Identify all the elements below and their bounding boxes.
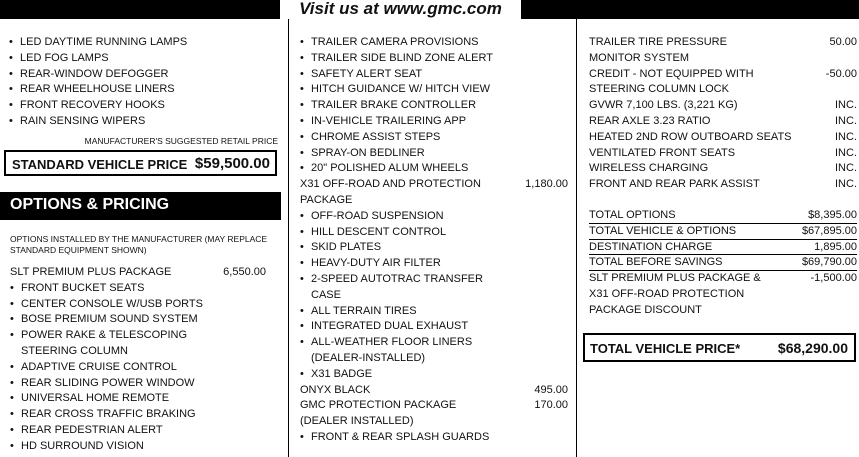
- column-options-continued: [289, 19, 577, 457]
- list-item: • HD SURROUND VISION: [10, 439, 144, 452]
- list-item: • FRONT RECOVERY HOOKS: [9, 99, 165, 112]
- gmc-protection-row: GMC PROTECTION PACKAGE 170.00: [300, 398, 568, 414]
- options-pricing-heading: OPTIONS & PRICING: [10, 196, 170, 213]
- discount-row: X31 OFF-ROAD PROTECTION: [589, 287, 745, 300]
- option-row: REAR AXLE 3.23 RATIO INC.: [589, 114, 857, 127]
- list-item: • HITCH GUIDANCE W/ HITCH VIEW: [300, 83, 491, 96]
- list-item: • SPRAY-ON BEDLINER: [300, 146, 425, 159]
- slt-package-list: [10, 265, 266, 455]
- list-item: • FRONT BUCKET SEATS: [10, 281, 145, 294]
- list-item: • BOSE PREMIUM SOUND SYSTEM: [10, 313, 198, 326]
- list-item: • TRAILER CAMERA PROVISIONS: [300, 36, 479, 48]
- list-item: • SAFETY ALERT SEAT: [300, 67, 423, 80]
- list-item: • X31 BADGE: [300, 367, 373, 380]
- list-item: • HILL DESCENT CONTROL: [300, 225, 447, 238]
- list-item: • HEAVY-DUTY AIR FILTER: [300, 257, 441, 270]
- msrp-note: MANUFACTURER'S SUGGESTED RETAIL PRICE: [84, 136, 278, 146]
- total-row: TOTAL OPTIONS $8,395.00: [589, 208, 857, 224]
- list-item: • REAR SLIDING POWER WINDOW: [10, 376, 195, 389]
- list-item: • IN-VEHICLE TRAILERING APP: [300, 114, 467, 127]
- total-row: TOTAL BEFORE SAVINGS $69,790.00: [589, 255, 857, 271]
- list-item: • LED FOG LAMPS: [9, 51, 109, 64]
- option-row: HEATED 2ND ROW OUTBOARD SEATS INC.: [589, 130, 857, 143]
- banner-bar-left: [0, 0, 280, 19]
- list-item: • RAIN SENSING WIPERS: [9, 114, 146, 127]
- list-item: • INTEGRATED DUAL EXHAUST: [300, 320, 469, 333]
- list-item-continuation: (DEALER-INSTALLED): [311, 351, 426, 364]
- banner-website-text: Visit us at www.gmc.com: [299, 0, 502, 18]
- top-banner: [0, 0, 859, 19]
- list-item: • REAR CROSS TRAFFIC BRAKING: [10, 408, 196, 421]
- list-item: • ALL-WEATHER FLOOR LINERS: [300, 336, 473, 349]
- x31-price: 1,180.00: [525, 178, 568, 191]
- list-item: • CENTER CONSOLE W/USB PORTS: [10, 297, 203, 310]
- options-pricing-heading-bar: [0, 192, 281, 220]
- column-totals: [577, 19, 859, 457]
- onyx-black-row: ONYX BLACK 495.00: [300, 383, 568, 399]
- total-vehicle-price-value: $68,290.00: [777, 340, 848, 356]
- option-row: VENTILATED FRONT SEATS INC.: [589, 146, 857, 159]
- list-item: • ALL TERRAIN TIRES: [300, 304, 417, 317]
- option-row: GVWR 7,100 LBS. (3,221 KG) INC.: [589, 99, 857, 112]
- option-row: MONITOR SYSTEM: [589, 51, 690, 64]
- x31-package-row: X31 OFF-ROAD AND PROTECTION 1,180.00: [300, 177, 568, 193]
- standard-price-value: $59,500.00: [194, 155, 270, 172]
- list-item: • TRAILER BRAKE CONTROLLER: [300, 99, 477, 112]
- option-row: CREDIT - NOT EQUIPPED WITH -50.00: [589, 67, 857, 80]
- x31-package-row-cont: PACKAGE: [300, 193, 353, 206]
- options-continued-list: [589, 35, 857, 193]
- list-item: • ADAPTIVE CRUISE CONTROL: [10, 360, 177, 373]
- list-item: • REAR-WINDOW DEFOGGER: [9, 67, 169, 80]
- standard-price-label: STANDARD VEHICLE PRICE: [12, 157, 188, 172]
- gmc-protection-row-cont: (DEALER INSTALLED): [300, 415, 414, 428]
- list-item: • FRONT & REAR SPLASH GUARDS: [300, 430, 490, 443]
- list-item: • LED DAYTIME RUNNING LAMPS: [9, 36, 188, 48]
- package-price: 6,550.00: [223, 266, 266, 278]
- gmc-protection-price: 170.00: [534, 399, 568, 412]
- option-row: STEERING COLUMN LOCK: [589, 83, 729, 96]
- options-list: [300, 35, 568, 446]
- total-row: DESTINATION CHARGE 1,895.00: [589, 240, 857, 256]
- standard-equipment-list: [9, 35, 279, 130]
- list-item: • REAR WHEELHOUSE LINERS: [9, 83, 175, 96]
- list-item-continuation: CASE: [311, 288, 341, 301]
- list-item: • REAR PEDESTRIAN ALERT: [10, 423, 163, 436]
- column-standard-and-options: [0, 19, 289, 457]
- options-note-line: STANDARD EQUIPMENT SHOWN): [10, 245, 147, 255]
- total-row: TOTAL VEHICLE & OPTIONS $67,895.00: [589, 224, 857, 240]
- list-item: • TRAILER SIDE BLIND ZONE ALERT: [300, 51, 493, 64]
- options-note: [10, 234, 267, 256]
- list-item: • OFF-ROAD SUSPENSION: [300, 209, 444, 222]
- option-row: WIRELESS CHARGING INC.: [589, 162, 857, 175]
- options-note-line: OPTIONS INSTALLED BY THE MANUFACTURER (MAY REPLACE: [10, 234, 268, 244]
- total-vehicle-price-label: TOTAL VEHICLE PRICE*: [590, 341, 741, 356]
- list-item: • 20" POLISHED ALUM WHEELS: [300, 162, 469, 175]
- standard-vehicle-price-box: [4, 150, 277, 176]
- totals-list: [589, 208, 857, 319]
- option-row: TRAILER TIRE PRESSURE 50.00: [589, 36, 857, 48]
- list-item: • POWER RAKE & TELESCOPING: [10, 329, 188, 342]
- onyx-price: 495.00: [534, 383, 568, 396]
- list-item-continuation: STEERING COLUMN: [21, 344, 128, 357]
- list-item: • CHROME ASSIST STEPS: [300, 130, 441, 143]
- list-item: • UNIVERSAL HOME REMOTE: [10, 392, 170, 405]
- banner-bar-right: [521, 0, 859, 19]
- list-item: • 2-SPEED AUTOTRAC TRANSFER: [300, 272, 483, 285]
- discount-row: PACKAGE DISCOUNT: [589, 303, 702, 316]
- package-row: SLT PREMIUM PLUS PACKAGE 6,550.00: [10, 265, 266, 281]
- discount-row: SLT PREMIUM PLUS PACKAGE & -1,500.00: [589, 272, 857, 285]
- total-vehicle-price-box: [583, 333, 856, 362]
- list-item: • SKID PLATES: [300, 241, 382, 254]
- option-row: FRONT AND REAR PARK ASSIST INC.: [589, 178, 857, 191]
